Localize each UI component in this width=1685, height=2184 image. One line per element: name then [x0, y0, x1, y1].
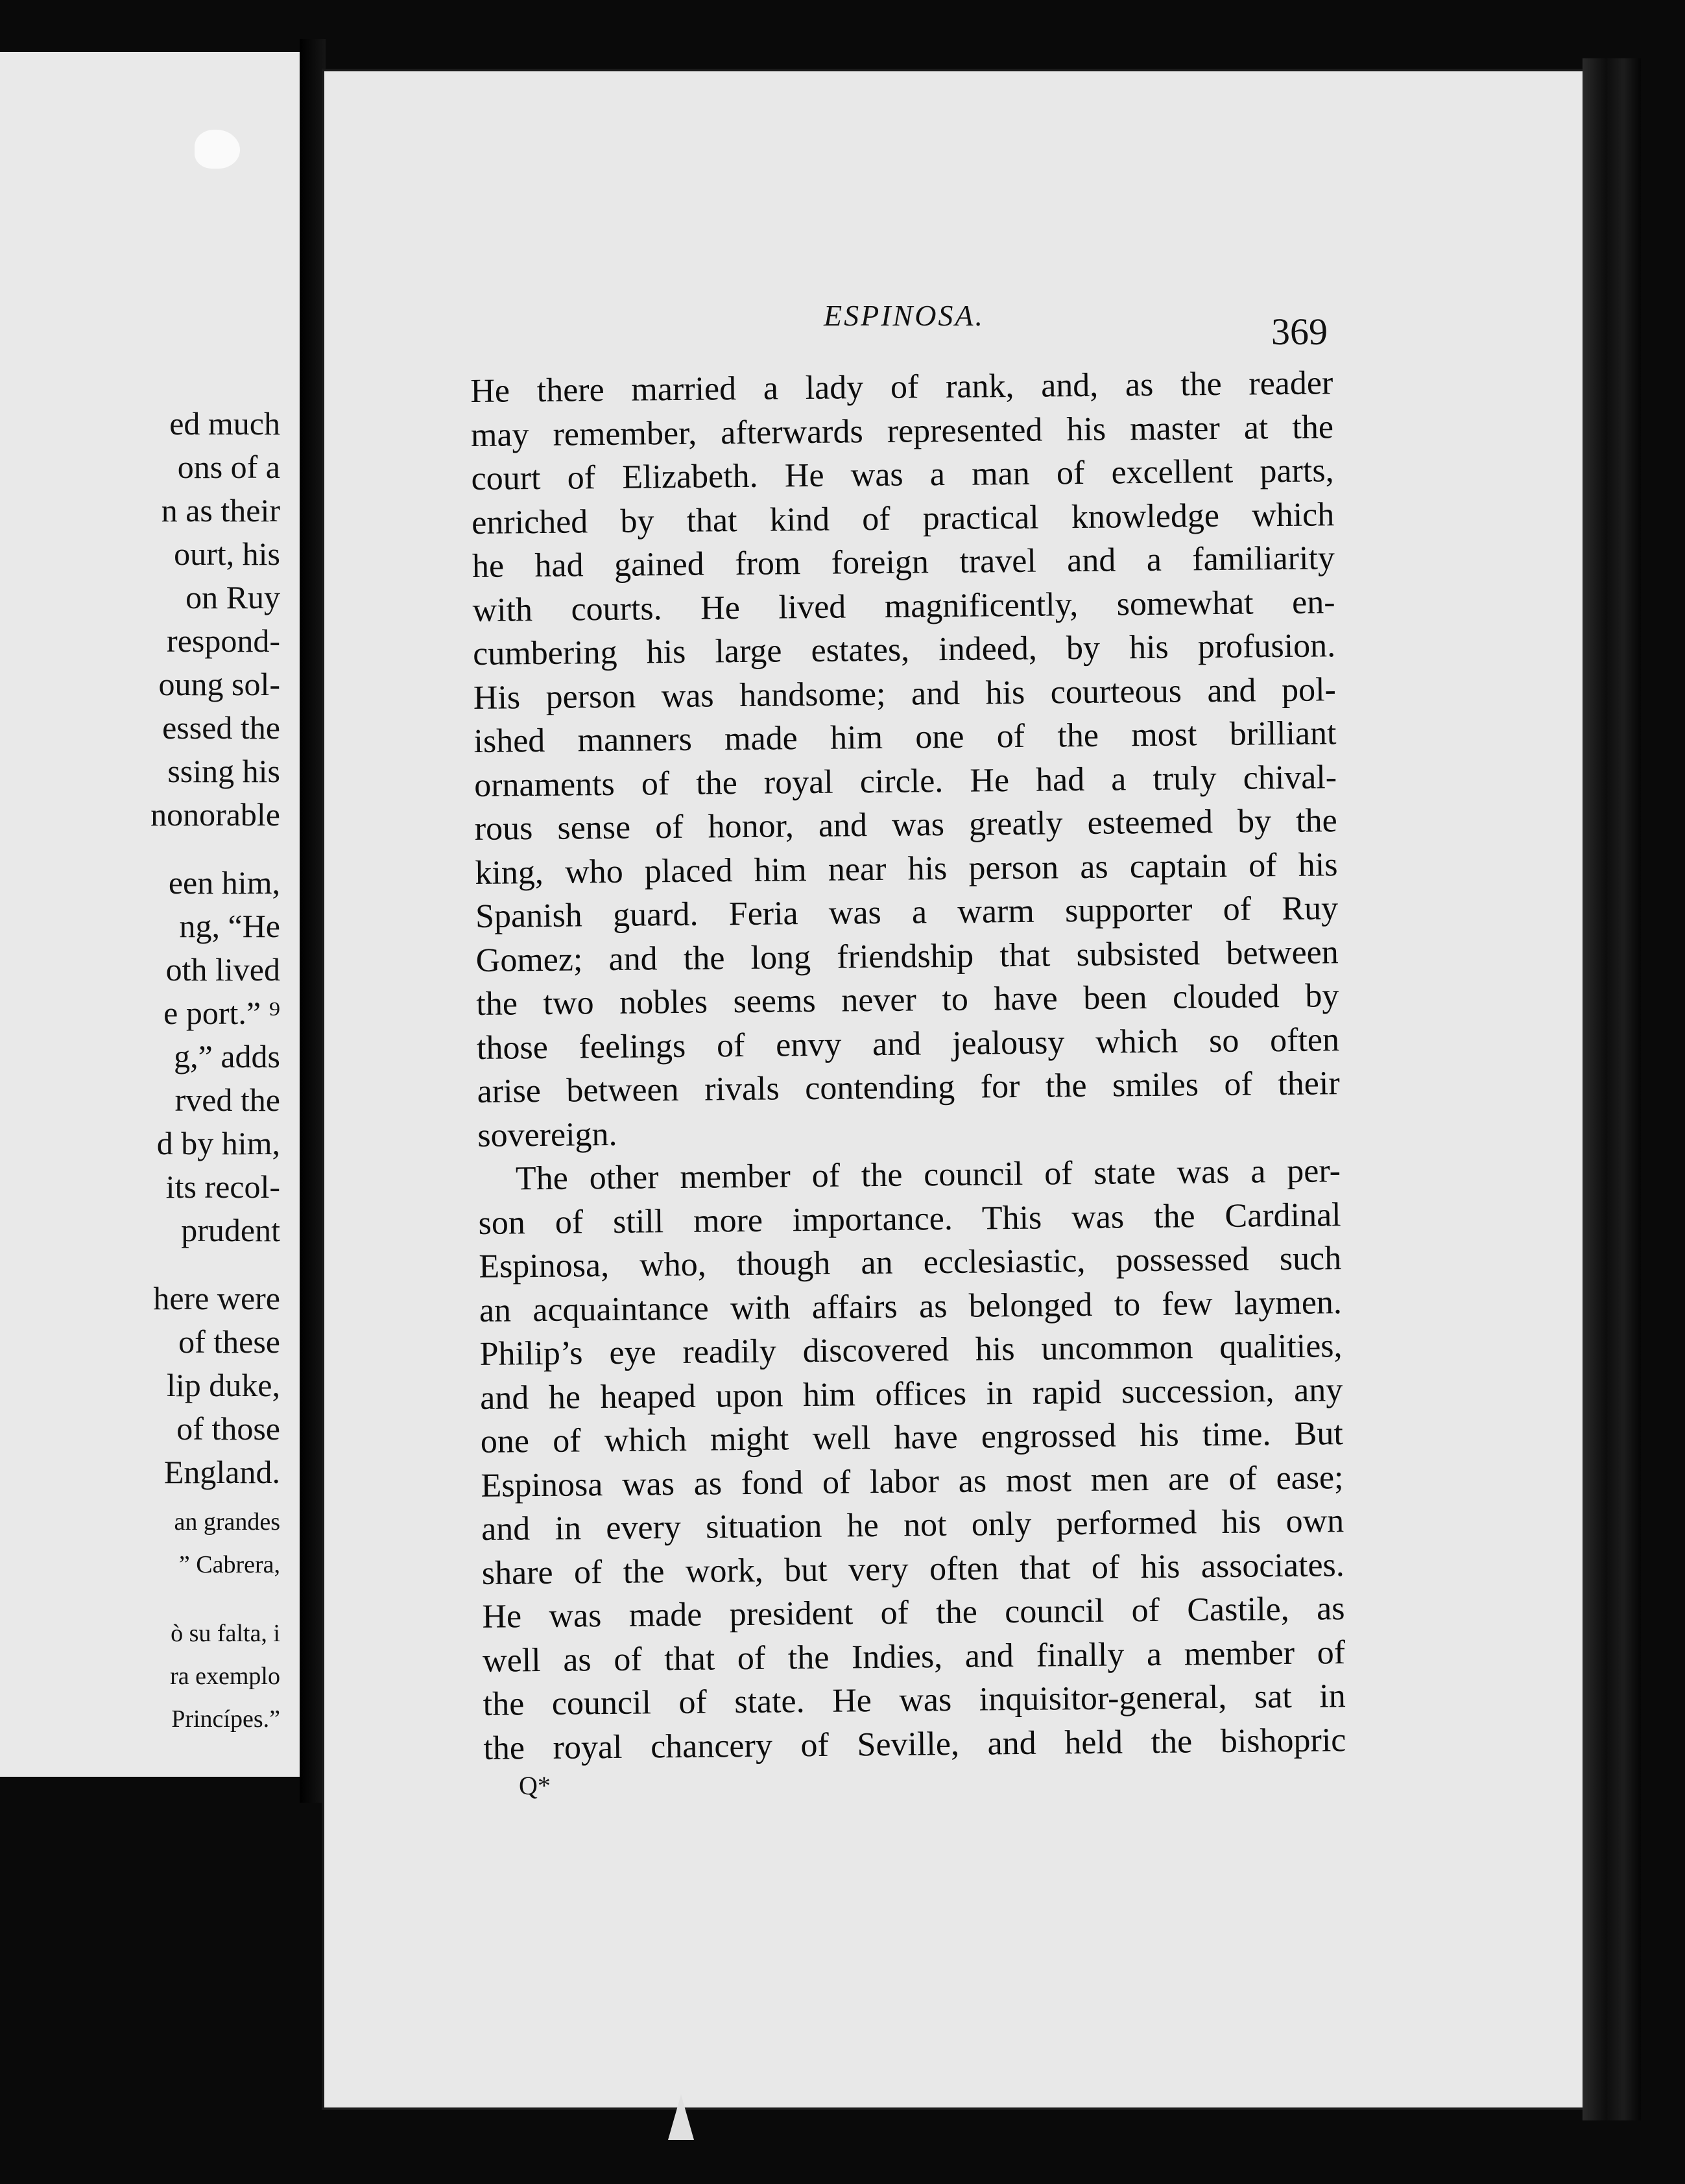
- running-head: ESPINOSA.: [824, 299, 985, 332]
- text-line: well as of that of the Indies, and finally a member of: [482, 1633, 1346, 1680]
- text-line: king, who placed him near his person as captain of his: [475, 846, 1338, 892]
- previous-page-line: oth lived: [165, 951, 280, 988]
- text-line: with courts. He lived magnificently, somewhat en-: [472, 583, 1335, 629]
- text-line: court of Elizabeth. He was a man of excellent parts,: [471, 452, 1334, 497]
- text-line: He there married a lady of rank, and, as the reader: [470, 364, 1333, 410]
- previous-page-fragment: [0, 52, 304, 1777]
- text-line: Spanish guard. Feria was a warm supporter of Ruy: [475, 890, 1339, 935]
- page-header: [324, 298, 1589, 357]
- text-line: son of still more importance. This was the Cardinal: [478, 1196, 1341, 1242]
- text-line: ished manners made him one of the most brilliant: [473, 715, 1337, 760]
- text-line: share of the work, but very often that of his associates.: [481, 1546, 1345, 1592]
- previous-page-footnote: ra exemplo: [170, 1663, 280, 1690]
- text-line: the council of state. He was inquisitor-general, sat in: [483, 1678, 1346, 1723]
- paper-blemish: [195, 130, 240, 169]
- text-line: Espinosa, who, though an ecclesiastic, possessed such: [479, 1240, 1342, 1285]
- text-line: the two nobles seems never to have been clouded by: [476, 977, 1339, 1023]
- text-line: Gomez; and the long friendship that subsisted between: [475, 933, 1339, 979]
- previous-page-footnote: Princípes.”: [171, 1705, 280, 1733]
- page-edge-stack: [1583, 58, 1641, 2120]
- text-line: sovereign.: [477, 1115, 617, 1154]
- previous-page-line: lip duke,: [167, 1367, 280, 1403]
- previous-page-line: ssing his: [167, 753, 280, 789]
- previous-page-line: ourt, his: [174, 536, 280, 572]
- previous-page-line: essed the: [162, 709, 280, 746]
- page-number: 369: [1271, 311, 1328, 353]
- text-line: cumbering his large estates, indeed, by his profusion.: [472, 627, 1336, 672]
- text-line: he had gained from foreign travel and a familiarity: [472, 540, 1335, 585]
- previous-page-footnote: ò su falta, i: [171, 1620, 280, 1647]
- previous-page-line: of these: [178, 1323, 280, 1360]
- previous-page-line: ng, “He: [179, 908, 280, 944]
- previous-page-text: [0, 402, 280, 1740]
- previous-page-line: nonorable: [150, 796, 280, 833]
- previous-page-line: rved the: [174, 1082, 280, 1118]
- text-line: and in every situation he not only performed his own: [481, 1502, 1344, 1548]
- signature-mark: Q*: [519, 1771, 551, 1800]
- text-line: His person was handsome; and his courteous and pol-: [473, 671, 1337, 717]
- previous-page-line: e port.” ⁹: [163, 995, 280, 1031]
- previous-page-line: prudent: [181, 1212, 280, 1248]
- previous-page-footnote: an grandes: [174, 1508, 280, 1536]
- text-line: The other member of the council of state was a per-: [515, 1152, 1341, 1198]
- previous-page-line: g,” adds: [174, 1038, 280, 1074]
- previous-page-line: oung sol-: [158, 666, 280, 702]
- previous-page-line: respond-: [167, 623, 280, 659]
- previous-page-line: ed much: [169, 405, 280, 442]
- text-line: arise between rivals contending for the smiles of their: [477, 1065, 1340, 1110]
- text-line: one of which might well have engrossed his time. But: [480, 1415, 1344, 1460]
- page-body: [470, 361, 1346, 1770]
- previous-page-line: ons of a: [177, 449, 280, 485]
- previous-page-line: d by him,: [156, 1125, 280, 1161]
- text-line: rous sense of honor, and was greatly esteemed by the: [474, 802, 1338, 848]
- gutter-shadow: [300, 39, 326, 1803]
- previous-page-line: een him,: [168, 864, 280, 901]
- text-line: may remember, afterwards represented his master at the: [470, 408, 1334, 454]
- text-line: the royal chancery of Seville, and held the bishopric: [483, 1721, 1346, 1767]
- text-line: enriched by that kind of practical knowledge which: [471, 495, 1335, 541]
- text-line: Espinosa was as fond of labor as most men are of ease;: [481, 1458, 1344, 1504]
- previous-page-line: n as their: [161, 492, 280, 528]
- text-line: and he heaped upon him offices in rapid succession, any: [479, 1371, 1343, 1417]
- previous-page-line: of those: [176, 1410, 280, 1447]
- previous-page-line: its recol-: [165, 1169, 280, 1205]
- text-line: ornaments of the royal circle. He had a truly chival-: [473, 758, 1337, 804]
- text-line: He was made president of the council of Castile, as: [482, 1590, 1345, 1635]
- previous-page-line: on Ruy: [185, 579, 280, 615]
- text-line: those feelings of envy and jealousy which so often: [476, 1021, 1340, 1067]
- previous-page-line: here were: [153, 1280, 280, 1316]
- previous-page-line: England.: [163, 1454, 280, 1490]
- text-line: an acquaintance with affairs as belonged to few laymen.: [479, 1283, 1343, 1329]
- previous-page-footnote: ” Cabrera,: [178, 1551, 280, 1578]
- text-line: Philip’s eye readily discovered his uncommon qualities,: [479, 1327, 1343, 1373]
